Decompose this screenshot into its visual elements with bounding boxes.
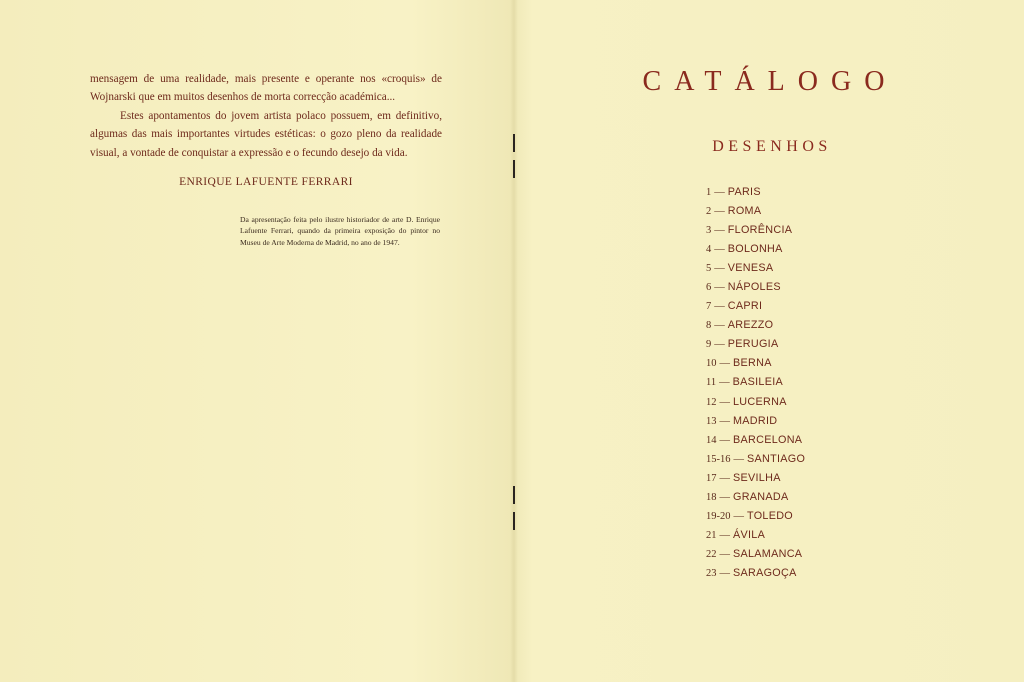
section-title: DESENHOS: [712, 138, 832, 155]
catalog-item-number: 2: [706, 206, 712, 218]
catalog-item: [706, 294, 805, 313]
catalog-item-number: 8: [706, 320, 712, 332]
catalog-item: [706, 428, 805, 447]
catalog-item: [706, 237, 805, 256]
catalog-item: [706, 332, 805, 351]
catalog-item-name: BARCELONA: [733, 433, 803, 446]
catalog-item-number: 4: [706, 244, 712, 256]
catalog-item-separator: —: [719, 491, 730, 503]
catalog-item-name: ROMA: [727, 205, 762, 218]
catalog-item-name: CAPRI: [727, 300, 763, 313]
catalog-item: [706, 275, 805, 294]
catalog-item: [706, 485, 805, 504]
catalog-item-name: BOLONHA: [727, 243, 783, 256]
catalog-item-name: SEVILHA: [733, 471, 781, 484]
catalog-item-name: TOLEDO: [747, 509, 793, 522]
catalog-item-name: SANTIAGO: [747, 452, 806, 465]
catalog-item-separator: —: [719, 377, 730, 389]
catalog-item-separator: —: [719, 415, 730, 427]
catalog-item: [706, 180, 805, 199]
catalog-item-name: PERUGIA: [727, 338, 779, 351]
catalog-item-number: 18: [706, 491, 717, 503]
catalog-item-separator: —: [719, 472, 730, 484]
author-name: ENRIQUE LAFUENTE FERRARI: [179, 176, 353, 188]
catalog-item-separator: —: [714, 225, 725, 237]
catalog-item: [706, 504, 805, 523]
catalog-item-separator: —: [719, 396, 730, 408]
catalog-item-number: 3: [706, 225, 712, 237]
catalog-item: [706, 256, 805, 275]
catalog-item-number: 22: [706, 548, 717, 560]
catalog-item: [706, 351, 805, 370]
catalog-item-separator: —: [719, 434, 730, 446]
catalog-item: [706, 561, 805, 580]
catalog-item-separator: —: [719, 567, 730, 579]
catalog-item-separator: —: [714, 206, 725, 218]
catalog-item-separator: —: [714, 320, 725, 332]
catalog-item-name: FLORÊNCIA: [727, 224, 793, 237]
catalog-item-name: LUCERNA: [733, 395, 787, 408]
catalog-item-name: SALAMANCA: [733, 547, 803, 560]
catalog-item-separator: —: [714, 244, 725, 256]
catalog-item: [706, 390, 805, 409]
catalog-item-name: BASILEIA: [732, 376, 784, 389]
book-gutter: [510, 0, 518, 682]
catalog-item-number: 11: [706, 377, 717, 389]
catalog-item-number: 17: [706, 472, 717, 484]
paragraph-2: Estes apontamentos do jovem artista polaco possuem, em definitivo, algumas das mais importantes virtudes estéticas: o gozo pleno da realidade visual, a vontade de conquistar a expressão e o fecundo desejo da vida.: [90, 109, 442, 159]
catalog-item: [706, 466, 805, 485]
left-page-text: [90, 70, 442, 162]
staple-mark: [513, 512, 515, 530]
catalog-item: [706, 218, 805, 237]
catalog-item-separator: —: [719, 548, 730, 560]
catalog-item-number: 1: [706, 187, 712, 198]
catalog-item-number: 19-20: [706, 510, 731, 522]
catalog-item-separator: —: [719, 529, 730, 541]
source-note: Da apresentação feita pelo ilustre historiador de arte D. Enrique Lafuente Ferrari, quando da primeira exposição do pintor no Museu de Arte Moderna de Madrid, no ano de 1947.: [240, 215, 440, 247]
catalog-item-name: BERNA: [733, 357, 772, 370]
catalog-item-number: 10: [706, 358, 717, 370]
catalog-item-name: AREZZO: [727, 319, 774, 332]
staple-mark: [513, 134, 515, 152]
catalog-item: [706, 447, 805, 466]
catalog-item-number: 12: [706, 396, 717, 408]
catalog-item: [706, 370, 805, 389]
catalog-item-number: 9: [706, 339, 712, 351]
catalog-item-number: 7: [706, 301, 712, 313]
catalog-item: [706, 542, 805, 561]
catalog-item-separator: —: [719, 358, 730, 370]
catalog-item-separator: —: [714, 339, 725, 351]
catalog-item-name: VENESA: [727, 262, 774, 275]
catalog-item-separator: —: [714, 301, 725, 313]
catalog-item: [706, 313, 805, 332]
catalog-item-separator: —: [714, 263, 725, 275]
catalog-item: [706, 523, 805, 542]
catalog-title: CATÁLOGO: [642, 66, 898, 97]
catalog-list: [706, 180, 805, 580]
staple-mark: [513, 160, 515, 178]
catalog-item-name: SARAGOÇA: [733, 566, 797, 579]
catalog-item: [706, 409, 805, 428]
catalog-item-name: PARIS: [727, 186, 761, 198]
catalog-item-separator: —: [733, 510, 744, 522]
catalog-item-separator: —: [733, 453, 744, 465]
catalog-item-name: ÁVILA: [733, 528, 766, 541]
catalog-item-number: 14: [706, 434, 717, 446]
catalog-item-number: 23: [706, 567, 717, 579]
catalog-item-name: GRANADA: [733, 490, 789, 503]
catalog-item-number: 5: [706, 263, 712, 275]
catalog-item: [706, 199, 805, 218]
catalog-item-name: NÁPOLES: [727, 281, 781, 294]
catalog-item-number: 15-16: [706, 453, 731, 465]
catalog-item-separator: —: [714, 282, 725, 294]
staple-mark: [513, 486, 515, 504]
catalog-item-separator: —: [714, 187, 725, 198]
catalog-item-number: 6: [706, 282, 712, 294]
catalog-item-name: MADRID: [733, 414, 778, 427]
catalog-item-number: 21: [706, 529, 717, 541]
catalog-item-number: 13: [706, 415, 717, 427]
paragraph-1: mensagem de uma realidade, mais presente e operante nos «croquis» de Wojnarski que em muitos desenhos de morta correcção académica...: [90, 73, 442, 104]
